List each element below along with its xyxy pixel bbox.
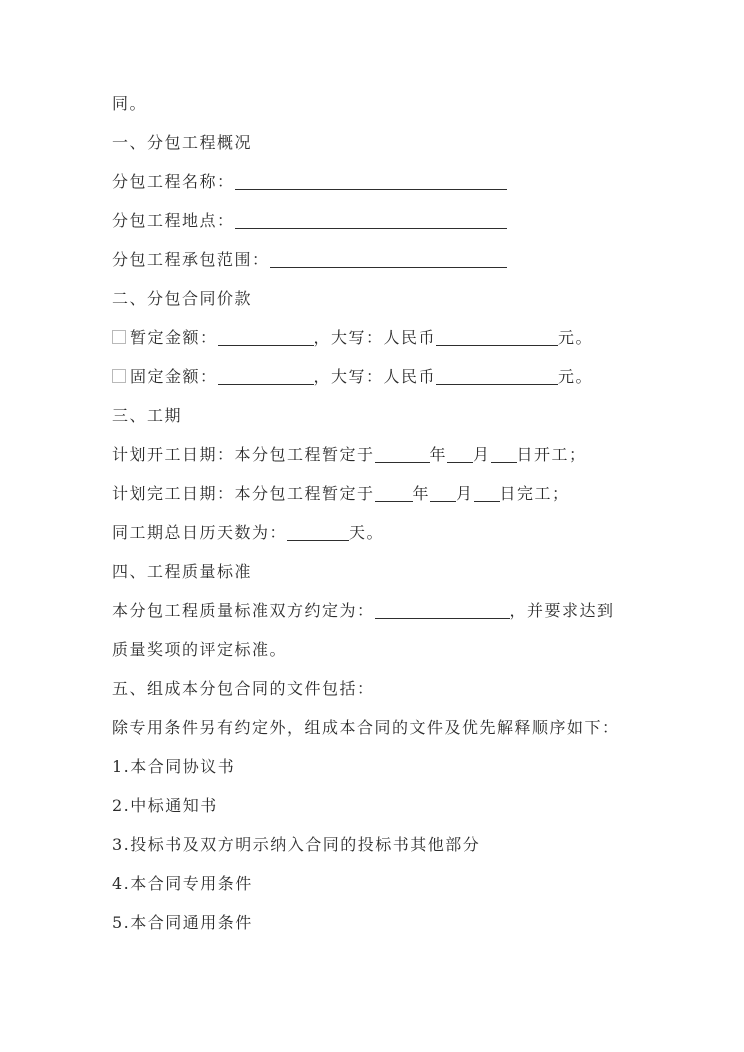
blank-field bbox=[436, 369, 558, 385]
blank-field bbox=[430, 486, 456, 502]
text-run: 元。 bbox=[558, 367, 594, 386]
text-run: 分包工程地点： bbox=[112, 211, 235, 230]
text-run: 四、工程质量标准 bbox=[112, 562, 253, 581]
blank-field bbox=[436, 330, 558, 346]
text-run: 二、分包合同价款 bbox=[112, 289, 253, 308]
paragraph-quality-standard bbox=[112, 591, 644, 630]
paragraph-sec1-heading bbox=[112, 123, 644, 162]
paragraph-doc-item-2 bbox=[112, 786, 644, 825]
paragraph-sub-project-scope bbox=[112, 240, 644, 279]
text-run: 日开工； bbox=[516, 445, 587, 464]
blank-field bbox=[375, 486, 413, 502]
paragraph-price-tentative bbox=[112, 318, 644, 357]
text-run: 一、分包工程概况 bbox=[112, 133, 253, 152]
paragraph-doc-item-5 bbox=[112, 903, 644, 942]
blank-field bbox=[375, 447, 430, 463]
text-run: 3.投标书及双方明示纳入合同的投标书其他部分 bbox=[112, 835, 481, 854]
paragraph-quality-standard-cont bbox=[112, 630, 644, 669]
text-run: 五、组成本分包合同的文件包括： bbox=[112, 679, 375, 698]
text-run: 5.本合同通用条件 bbox=[112, 913, 253, 932]
paragraph-total-calendar-days bbox=[112, 513, 644, 552]
text-run: 月 bbox=[473, 445, 491, 464]
text-run: 计划完工日期：本分包工程暂定于 bbox=[112, 484, 375, 503]
blank-field bbox=[235, 213, 507, 229]
paragraph-sec5-heading bbox=[112, 669, 644, 708]
text-run: 三、工期 bbox=[112, 406, 183, 425]
text-run: 计划开工日期：本分包工程暂定于 bbox=[112, 445, 375, 464]
text-run: ，大写：人民币 bbox=[313, 328, 437, 347]
text-run: 分包工程承包范围： bbox=[112, 250, 270, 269]
paragraph-sec2-heading bbox=[112, 279, 644, 318]
paragraph-planned-start-date bbox=[112, 435, 644, 474]
text-run: 固定金额： bbox=[130, 367, 218, 386]
paragraph-doc-item-1 bbox=[112, 747, 644, 786]
paragraph-sub-project-name bbox=[112, 162, 644, 201]
blank-field bbox=[287, 525, 349, 541]
blank-field bbox=[447, 447, 473, 463]
text-run: ，大写：人民币 bbox=[313, 367, 437, 386]
text-run: 日完工； bbox=[499, 484, 570, 503]
paragraph-sec3-heading bbox=[112, 396, 644, 435]
text-run: 本分包工程质量标准双方约定为： bbox=[112, 601, 375, 620]
text-run: 同工期总日历天数为： bbox=[112, 523, 288, 542]
paragraph-sub-project-location bbox=[112, 201, 644, 240]
text-run: 1.本合同协议书 bbox=[112, 757, 236, 776]
text-run: 分包工程名称： bbox=[112, 172, 235, 191]
text-run: 除专用条件另有约定外，组成本合同的文件及优先解释顺序如下： bbox=[112, 718, 620, 737]
blank-field bbox=[491, 447, 517, 463]
text-run: 元。 bbox=[558, 328, 594, 347]
text-run: 月 bbox=[456, 484, 474, 503]
blank-field bbox=[235, 174, 507, 190]
paragraph-price-fixed bbox=[112, 357, 644, 396]
blank-field bbox=[474, 486, 500, 502]
text-run: 天。 bbox=[349, 523, 385, 542]
blank-field bbox=[218, 330, 314, 346]
text-run: 同。 bbox=[112, 94, 148, 113]
text-run: 4.本合同专用条件 bbox=[112, 874, 253, 893]
text-run: 暂定金额： bbox=[130, 328, 218, 347]
paragraph-sec4-heading bbox=[112, 552, 644, 591]
checkbox-icon bbox=[112, 330, 126, 344]
contract-body bbox=[112, 84, 644, 942]
blank-field bbox=[375, 603, 510, 619]
blank-field bbox=[270, 252, 507, 268]
checkbox-icon bbox=[112, 369, 126, 383]
paragraph-doc-item-4 bbox=[112, 864, 644, 903]
blank-field bbox=[218, 369, 314, 385]
paragraph-intro-tail bbox=[112, 84, 644, 123]
text-run: 年 bbox=[429, 445, 448, 464]
text-run: ，并要求达到 bbox=[509, 601, 615, 620]
text-run: 质量奖项的评定标准。 bbox=[112, 640, 288, 659]
text-run: 年 bbox=[412, 484, 431, 503]
text-run: 2.中标通知书 bbox=[112, 796, 218, 815]
paragraph-docs-intro bbox=[112, 708, 644, 747]
paragraph-planned-finish-date bbox=[112, 474, 644, 513]
paragraph-doc-item-3 bbox=[112, 825, 644, 864]
